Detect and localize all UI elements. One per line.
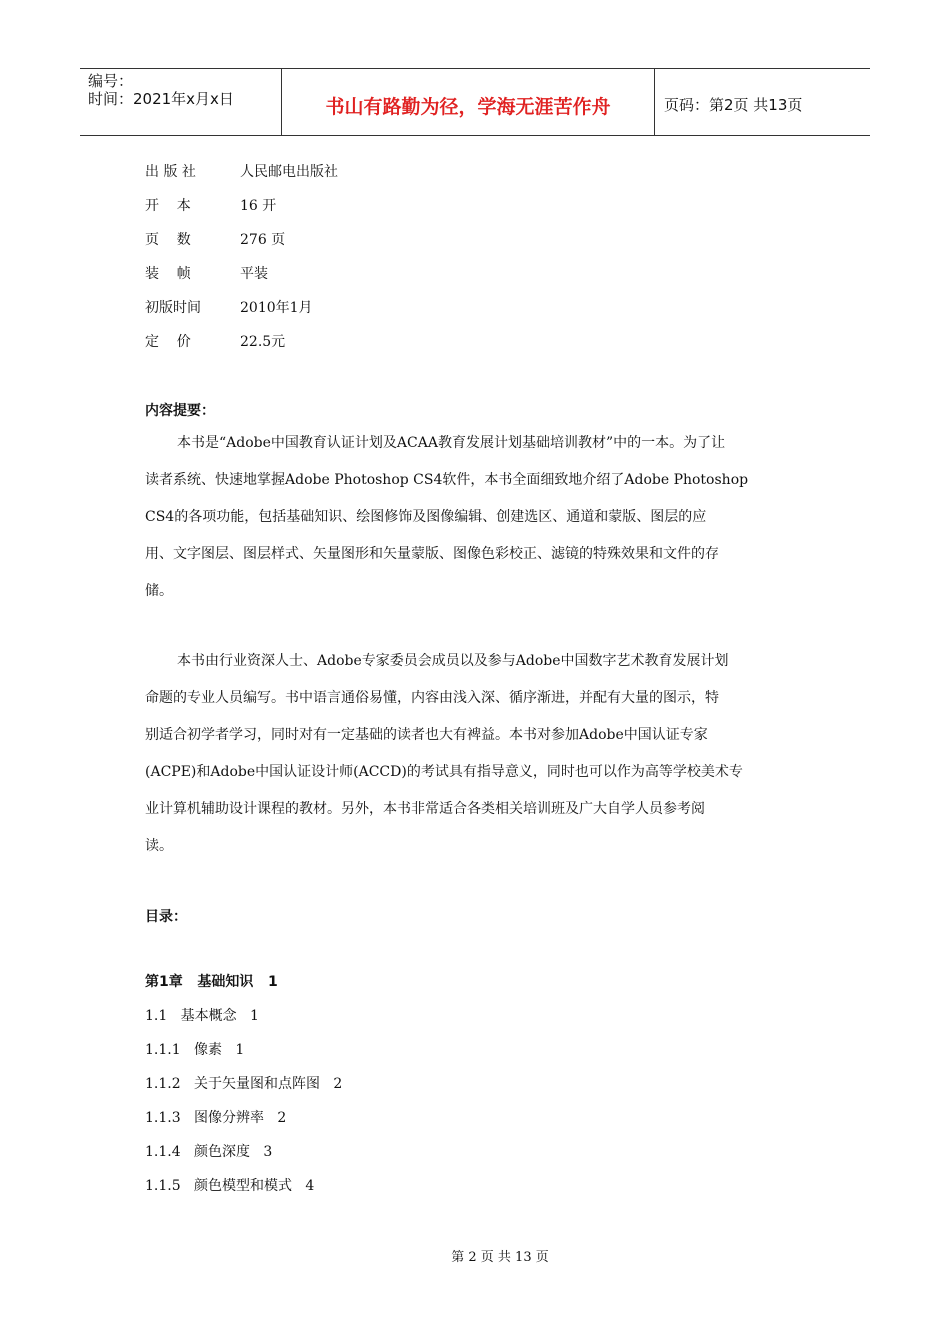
page-header xyxy=(80,68,870,136)
summary-paragraph-2 xyxy=(145,643,805,865)
document-time: 时间：2021年x月x日 xyxy=(88,90,234,108)
header-motto-cell xyxy=(282,69,655,135)
header-motto: 书山有路勤为径，学海无涯苦作舟 xyxy=(325,96,611,118)
toc-entry: 1.1.5 颜色模型和模式 4 xyxy=(145,1178,315,1194)
paragraph-line: 读。 xyxy=(145,838,173,854)
toc-entry: 1.1.3 图像分辨率 2 xyxy=(145,1110,287,1126)
book-info-row xyxy=(145,296,338,330)
info-value: 2010年1月 xyxy=(240,300,313,316)
toc-chapter: 第1章 基础知识 1 xyxy=(145,974,278,990)
paragraph-line: 储。 xyxy=(145,583,173,599)
info-value: 16 开 xyxy=(240,198,277,214)
info-value: 22.5元 xyxy=(240,334,286,350)
header-page-cell xyxy=(654,69,870,135)
info-label: 定 价 xyxy=(145,334,191,350)
book-info xyxy=(145,160,338,364)
paragraph-line: CS4的各项功能，包括基础知识、绘图修饰及图像编辑、创建选区、通道和蒙版、图层的应 xyxy=(145,509,707,525)
paragraph-line: 用、文字图层、图层样式、矢量图形和矢量蒙版、图像色彩校正、滤镜的特殊效果和文件的存 xyxy=(145,546,719,562)
paragraph-line: 本书是“Adobe中国教育认证计划及ACAA教育发展计划基础培训教材”中的一本。为了让 xyxy=(177,435,726,451)
header-meta-cell xyxy=(80,69,282,135)
page-footer: 第 2 页 共 13 页 xyxy=(451,1250,549,1265)
book-info-row xyxy=(145,194,338,228)
toc-entry: 1.1.2 关于矢量图和点阵图 2 xyxy=(145,1076,343,1092)
toc-title: 目录： xyxy=(145,909,187,925)
book-info-row xyxy=(145,330,338,364)
paragraph-line: 读者系统、快速地掌握Adobe Photoshop CS4软件，本书全面细致地介绍了Adobe Photoshop xyxy=(145,472,749,488)
info-label: 初版时间 xyxy=(145,300,201,316)
paragraph-line: (ACPE)和Adobe中国认证设计师(ACCD)的考试具有指导意义，同时也可以作为高等学校美术专 xyxy=(145,764,743,780)
info-label: 页 数 xyxy=(145,232,191,248)
toc-entry: 1.1 基本概念 1 xyxy=(145,1008,259,1024)
paragraph-line: 命题的专业人员编写。书中语言通俗易懂，内容由浅入深、循序渐进，并配有大量的图示，特 xyxy=(145,690,719,706)
header-page-info: 页码：第2页 共13页 xyxy=(664,96,803,114)
info-value: 人民邮电出版社 xyxy=(240,164,338,180)
info-label: 装 帧 xyxy=(145,266,191,282)
summary-paragraph-1 xyxy=(145,425,805,610)
summary-title: 内容提要： xyxy=(145,403,215,419)
toc-entry: 1.1.1 像素 1 xyxy=(145,1042,245,1058)
info-label: 开 本 xyxy=(145,198,191,214)
toc-entry: 1.1.4 颜色深度 3 xyxy=(145,1144,273,1160)
document-number: 编号： xyxy=(88,72,134,90)
info-value: 276 页 xyxy=(240,232,286,248)
paragraph-line: 业计算机辅助设计课程的教材。另外，本书非常适合各类相关培训班及广大自学人员参考阅 xyxy=(145,801,705,817)
table-of-contents xyxy=(145,970,342,1208)
book-info-row xyxy=(145,262,338,296)
paragraph-line: 别适合初学者学习，同时对有一定基础的读者也大有裨益。本书对参加Adobe中国认证专家 xyxy=(145,727,708,743)
paragraph-line: 本书由行业资深人士、Adobe专家委员会成员以及参与Adobe中国数字艺术教育发展计划 xyxy=(177,653,729,669)
info-label: 出 版 社 xyxy=(145,164,196,180)
info-value: 平装 xyxy=(240,266,268,282)
book-info-row xyxy=(145,160,338,194)
book-info-row xyxy=(145,228,338,262)
